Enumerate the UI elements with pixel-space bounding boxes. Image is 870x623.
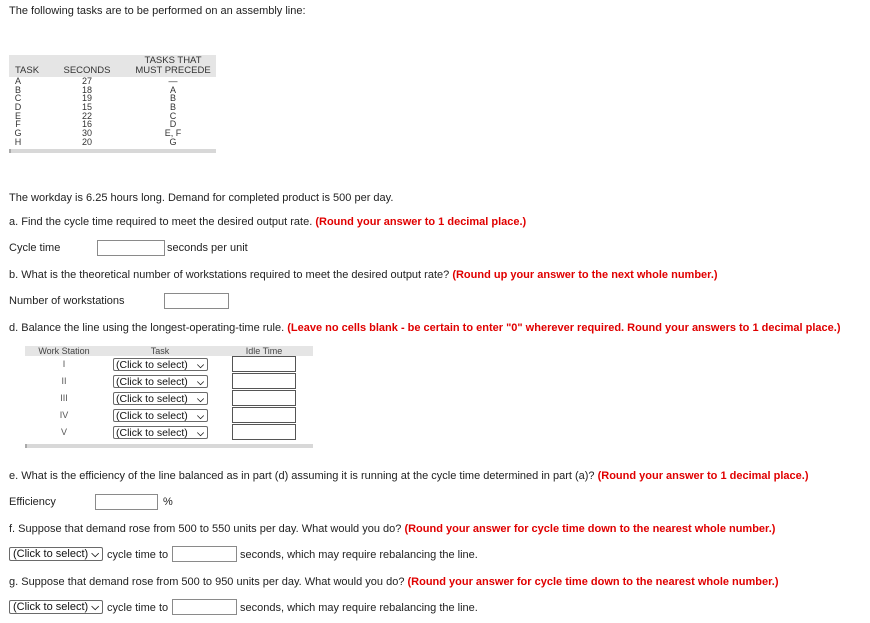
line-balance-table [25,346,313,448]
part-d-question: d. Balance the line using the longest-operating-time rule. (Leave no cells blank - be certain to enter "0" wherever required. Round your answers to 1 decimal place.) [9,322,841,334]
part-g-action-select[interactable]: (Click to select) ⌵ [9,600,103,614]
part-f-cycle-input[interactable] [172,546,237,562]
efficiency-label: Efficiency [9,496,56,508]
part-b-note: (Round up your answer to the next whole number.) [452,269,718,281]
precede-cell: D [169,119,177,130]
station-row [25,356,313,373]
workday-text: The workday is 6.25 hours long. Demand for completed product is 500 per day. [9,192,394,204]
precede-cell: E, F [164,128,182,139]
part-g-cycle-input[interactable] [172,599,237,615]
chevron-down-icon: ⌵ [91,602,99,613]
station-label: V [60,427,67,437]
task-row [9,77,216,86]
part-g-tail-text: seconds, which may require rebalancing the line. [240,602,478,614]
precede-cell: B [169,102,176,113]
task-row [9,112,216,121]
task-table-footer [9,149,216,153]
station-label: III [60,393,68,403]
station-label: I [62,359,66,369]
header-work-station: Work Station [38,346,90,356]
station-row [25,390,313,407]
task-cell: B [14,84,21,95]
idle-time-input[interactable] [232,390,296,406]
task-row [9,94,216,103]
part-g-mid-text: cycle time to [107,602,169,614]
header-precede-1: TASKS THAT [144,55,202,66]
task-cell: F [15,119,21,130]
precede-cell: G [169,136,177,147]
task-row [9,103,216,112]
seconds-cell: 15 [81,102,92,113]
seconds-cell: 19 [81,93,92,104]
workstations-label: Number of workstations [9,295,125,307]
part-g-question: g. Suppose that demand rose from 500 to 950 units per day. What would you do? (Round your answer for cycle time down to the nearest whole number.) [9,576,779,588]
header-precede-2: MUST PRECEDE [135,65,211,76]
task-row [9,138,216,147]
cycle-time-unit: seconds per unit [167,242,248,254]
cycle-time-input[interactable] [97,240,165,256]
line-balance-footer [25,444,313,448]
task-table [9,55,216,153]
station-row [25,424,313,441]
chevron-down-icon: ⌵ [197,360,204,370]
precede-cell: A [169,84,176,95]
chevron-down-icon: ⌵ [197,377,204,387]
task-cell: G [14,128,22,139]
task-select[interactable]: (Click to select) ⌵ [113,392,208,405]
part-a-question: a. Find the cycle time required to meet the desired output rate. (Round your answer to 1 decimal place.) [9,216,527,228]
part-g-note: (Round your answer for cycle time down to the nearest whole number.) [407,576,779,588]
workstations-input[interactable] [164,293,229,309]
station-label: IV [59,410,69,420]
idle-time-input[interactable] [232,407,296,423]
cycle-time-label: Cycle time [9,242,61,254]
part-a-note: (Round your answer to 1 decimal place.) [315,216,527,228]
task-row [9,86,216,95]
task-select[interactable]: (Click to select) ⌵ [113,358,208,371]
chevron-down-icon: ⌵ [197,428,204,438]
precede-cell: C [169,110,177,121]
task-cell: D [14,102,22,113]
header-idle-time: Idle Time [245,346,283,356]
task-row [9,129,216,138]
seconds-cell: 30 [81,128,92,139]
task-cell: H [14,136,22,147]
part-f-mid-text: cycle time to [107,549,169,561]
idle-time-input[interactable] [232,373,296,389]
precede-cell: B [169,93,176,104]
efficiency-input[interactable] [95,494,158,510]
seconds-cell: 27 [81,76,92,86]
seconds-cell: 18 [81,84,92,95]
station-row [25,373,313,390]
task-select[interactable]: (Click to select) ⌵ [113,409,208,422]
task-select[interactable]: (Click to select) ⌵ [113,426,208,439]
task-cell: C [14,93,22,104]
part-f-tail-text: seconds, which may require rebalancing the line. [240,549,478,561]
part-d-note: (Leave no cells blank - be certain to enter "0" wherever required. Round your answers to 1 decimal place.) [287,322,841,334]
header-seconds: SECONDS [63,65,111,76]
task-cell: A [14,76,21,86]
header-task: TASK [14,65,40,76]
station-row [25,407,313,424]
efficiency-unit: % [163,496,173,508]
idle-time-input[interactable] [232,356,296,372]
part-e-question: e. What is the efficiency of the line balanced as in part (d) assuming it is running at the cycle time determined in part (a)? (Round your answer to 1 decimal place.) [9,470,809,482]
part-f-action-select[interactable]: (Click to select) ⌵ [9,547,103,561]
part-f-note: (Round your answer for cycle time down to the nearest whole number.) [404,523,776,535]
precede-cell: — [168,76,178,86]
chevron-down-icon: ⌵ [197,411,204,421]
task-row [9,120,216,129]
line-balance-header [25,346,313,356]
seconds-cell: 20 [81,136,92,147]
task-cell: E [14,110,21,121]
chevron-down-icon: ⌵ [197,394,204,404]
part-b-question: b. What is the theoretical number of workstations required to meet the desired output rate? (Round up your answer to the next whole number.) [9,269,718,281]
task-table-header [9,55,216,77]
part-f-question: f. Suppose that demand rose from 500 to 550 units per day. What would you do? (Round your answer for cycle time down to the nearest whole number.) [9,523,776,535]
seconds-cell: 22 [81,110,92,121]
header-task-col: Task [150,346,170,356]
part-e-note: (Round your answer to 1 decimal place.) [597,470,809,482]
task-select[interactable]: (Click to select) ⌵ [113,375,208,388]
station-label: II [61,376,67,386]
intro-text: The following tasks are to be performed on an assembly line: [9,5,306,17]
chevron-down-icon: ⌵ [91,549,99,560]
idle-time-input[interactable] [232,424,296,440]
seconds-cell: 16 [81,119,92,130]
